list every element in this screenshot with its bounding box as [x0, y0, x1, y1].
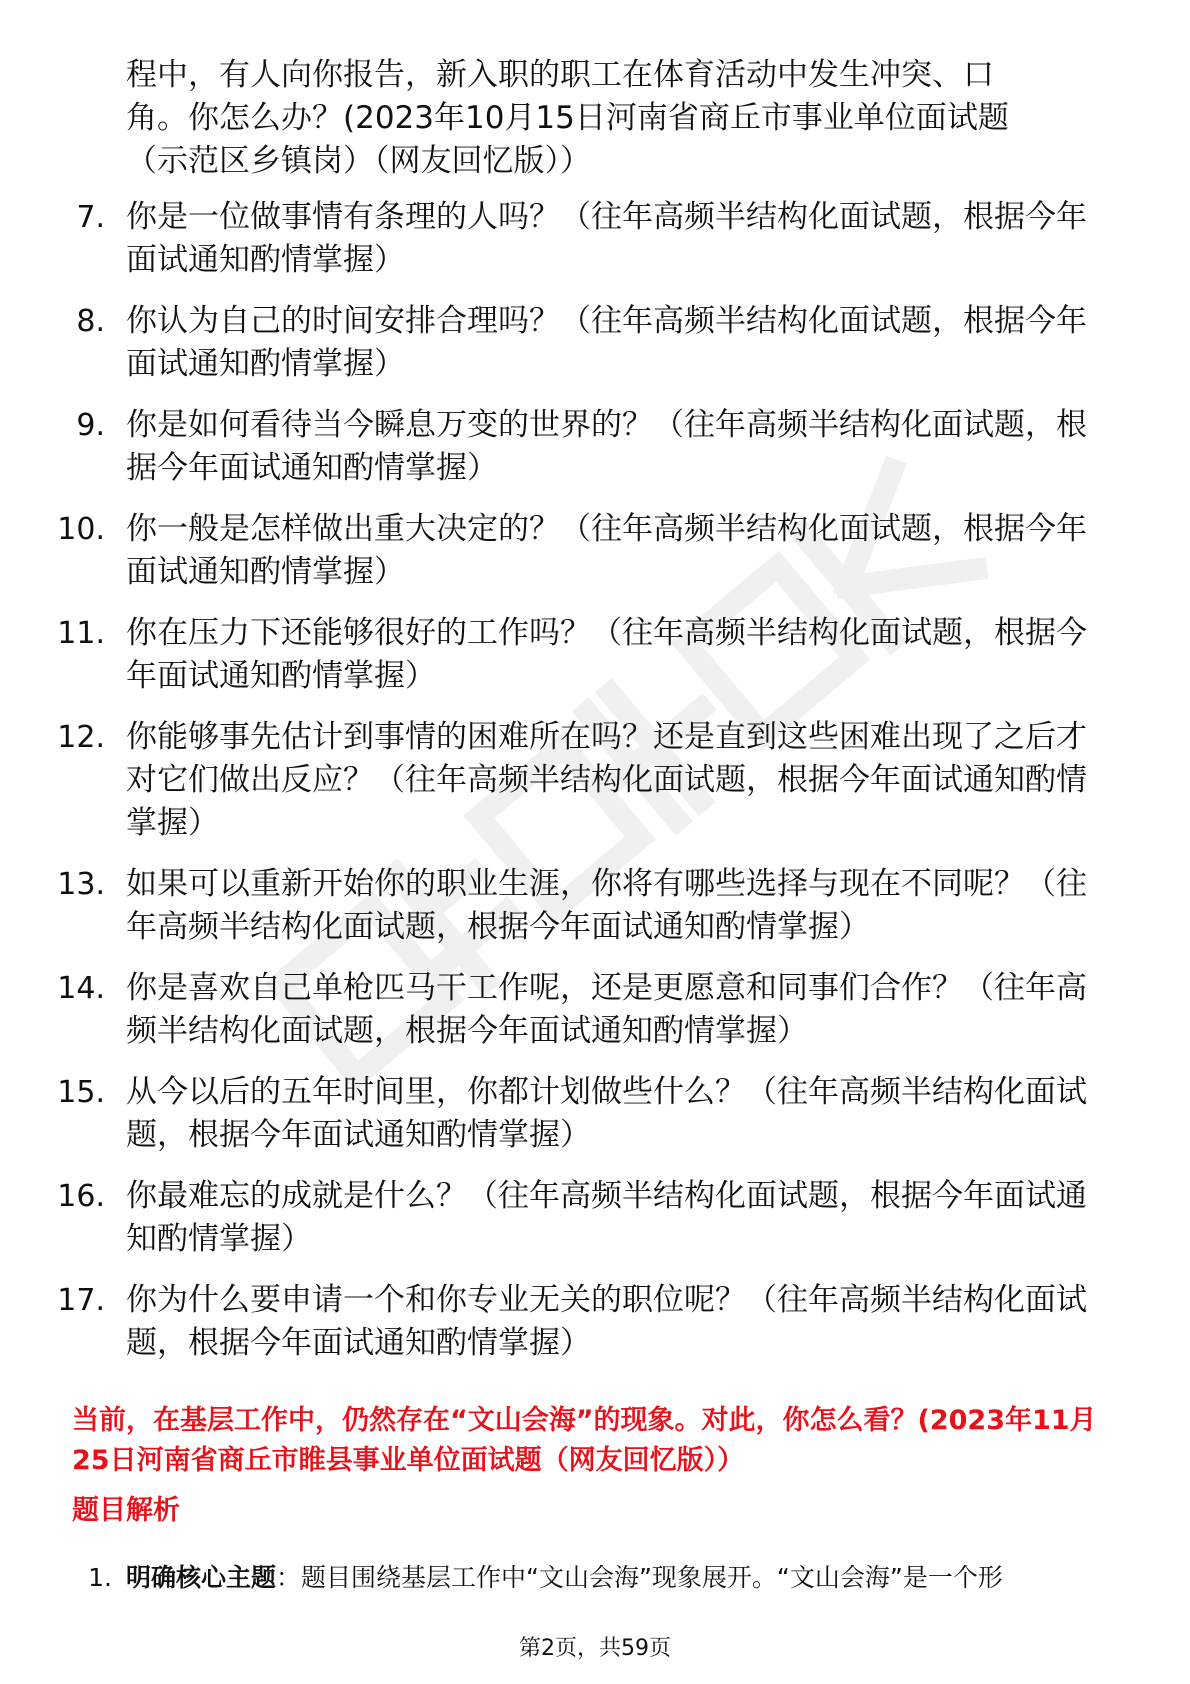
- question-number: 16.: [57, 1179, 105, 1214]
- question-text: 你是一位做事情有条理的人吗？（往年高频半结构化面试题，根据今年面试通知酌情掌握）: [126, 199, 1087, 278]
- question-item: [0, 863, 1190, 949]
- question-number: 15.: [57, 1075, 105, 1110]
- question-text: 你是喜欢自己单枪匹马干工作呢，还是更愿意和同事们合作？（往年高频半结构化面试题，根据今年面试通知酌情掌握）: [126, 970, 1087, 1049]
- question-item: [0, 1175, 1190, 1261]
- question-item: [0, 716, 1190, 845]
- question-item: [0, 967, 1190, 1053]
- analysis-list: [0, 1560, 1190, 1596]
- question-number: 12.: [57, 720, 105, 755]
- question-text: 你认为自己的时间安排合理吗？（往年高频半结构化面试题，根据今年面试通知酌情掌握）: [126, 303, 1087, 382]
- question-text: 你为什么要申请一个和你专业无关的职位呢？（往年高频半结构化面试题，根据今年面试通知酌情掌握）: [126, 1282, 1087, 1361]
- question-number: 7.: [76, 200, 105, 235]
- analysis-number: 1.: [88, 1563, 112, 1592]
- question-item: [0, 404, 1190, 490]
- analysis-item: [0, 1560, 1190, 1596]
- question-number: 17.: [57, 1283, 105, 1318]
- continuation-line-2: 角。你怎么办？(2023年10月15日河南省商丘市事业单位面试题: [126, 100, 1009, 136]
- analysis-heading: 题目解析: [72, 1495, 180, 1526]
- question-text: 你在压力下还能够很好的工作吗？（往年高频半结构化面试题，根据今年面试通知酌情掌握）: [126, 615, 1087, 694]
- question-number: 9.: [76, 408, 105, 443]
- analysis-body: ：题目围绕基层工作中“文山会海”现象展开。“文山会海”是一个形: [276, 1563, 1003, 1592]
- analysis-title: 明确核心主题: [126, 1563, 277, 1592]
- question-item: [0, 1279, 1190, 1365]
- analysis-text-line: [126, 1560, 1126, 1596]
- question-text: 你最难忘的成就是什么？（往年高频半结构化面试题，根据今年面试通知酌情掌握）: [126, 1178, 1087, 1257]
- question-item: [0, 508, 1190, 594]
- question-number: 11.: [57, 616, 105, 651]
- question-text: 你是如何看待当今瞬息万变的世界的？（往年高频半结构化面试题，根据今年面试通知酌情掌握）: [126, 407, 1087, 486]
- question-text: 如果可以重新开始你的职业生涯，你将有哪些选择与现在不同呢？（往年高频半结构化面试题，根据今年面试通知酌情掌握）: [126, 866, 1087, 945]
- question-text: 你能够事先估计到事情的困难所在吗？还是直到这些困难出现了之后才对它们做出反应？（往年高频半结构化面试题，根据今年面试通知酌情掌握）: [126, 719, 1087, 841]
- question-text: 从今以后的五年时间里，你都计划做些什么？（往年高频半结构化面试题，根据今年面试通知酌情掌握）: [126, 1074, 1087, 1153]
- question-number: 10.: [57, 512, 105, 547]
- question-item: [0, 1071, 1190, 1157]
- question-text: 你一般是怎样做出重大决定的？（往年高频半结构化面试题，根据今年面试通知酌情掌握）: [126, 511, 1087, 590]
- question-number: 8.: [76, 304, 105, 339]
- question-number: 13.: [57, 867, 105, 902]
- question-list: [0, 196, 1190, 1383]
- continuation-line-3: （示范区乡镇岗）（网友回忆版））: [126, 143, 591, 179]
- interview-topic: 当前，在基层工作中，仍然存在“文山会海”的现象。对此，你怎么看？(2023年11月25日河南省商丘市睢县事业单位面试题（网友回忆版））: [72, 1405, 1097, 1476]
- question-item: [0, 300, 1190, 386]
- question-number: 14.: [57, 971, 105, 1006]
- continuation-line-1: 程中，有人向你报告，新入职的职工在体育活动中发生冲突、口: [126, 57, 994, 93]
- question-item: [0, 612, 1190, 698]
- page-footer: 第2页，共59页: [519, 1636, 671, 1661]
- question-item: [0, 196, 1190, 282]
